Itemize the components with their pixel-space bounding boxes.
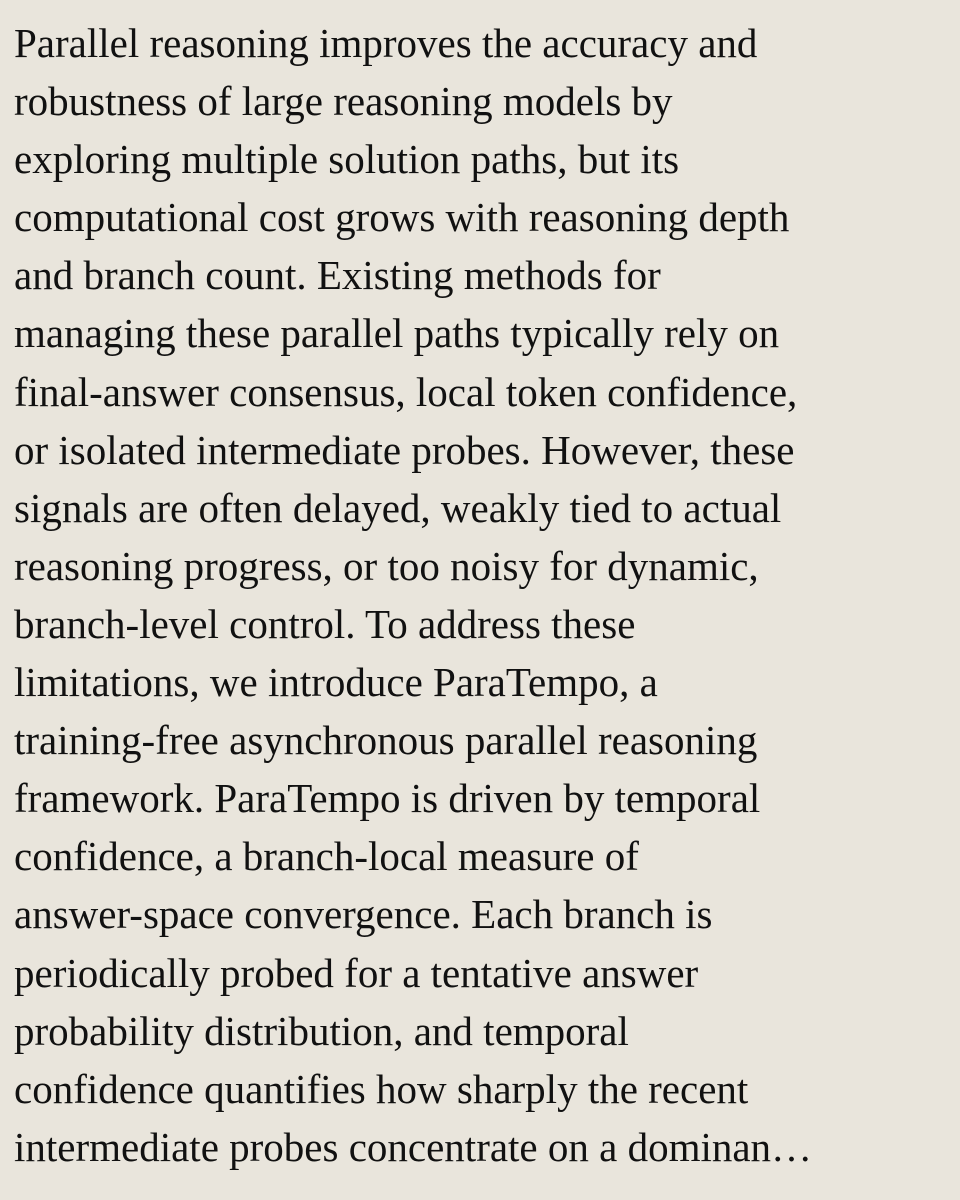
text-line-5: and branch count. Existing methods for xyxy=(14,252,661,299)
text-line-4: computational cost grows with reasoning depth xyxy=(14,194,790,241)
text-line-19: confidence quantifies how sharply the recent xyxy=(14,1065,749,1112)
text-line-9: signals are often delayed, weakly tied to actual xyxy=(14,484,782,531)
text-line-8: or isolated intermediate probes. However, these xyxy=(14,426,795,473)
text-line-17: periodically probed for a tentative answer xyxy=(14,949,699,996)
text-line-14: framework. ParaTempo is driven by temporal xyxy=(14,775,761,822)
text-line-15: confidence, a branch-local measure of xyxy=(14,833,639,880)
text-line-1: Parallel reasoning improves the accuracy and xyxy=(14,20,758,66)
text-line-6: managing these parallel paths typically rely on xyxy=(14,310,780,357)
text-line-18: probability distribution, and temporal xyxy=(14,1007,629,1054)
text-line-3: exploring multiple solution paths, but its xyxy=(14,136,680,183)
text-line-20: intermediate probes concentrate on a dominan… xyxy=(14,1123,813,1170)
text-line-16: answer-space convergence. Each branch is xyxy=(14,891,713,938)
text-line-10: reasoning progress, or too noisy for dynamic, xyxy=(14,542,759,589)
text-line-11: branch-level control. To address these xyxy=(14,600,636,647)
text-line-13: training-free asynchronous parallel reasoning xyxy=(14,717,758,764)
text-line-2: robustness of large reasoning models by xyxy=(14,78,673,125)
text-line-12: limitations, we introduce ParaTempo, a xyxy=(14,659,658,706)
text-line-7: final-answer consensus, local token confidence, xyxy=(14,368,798,415)
abstract-text xyxy=(14,14,954,1176)
